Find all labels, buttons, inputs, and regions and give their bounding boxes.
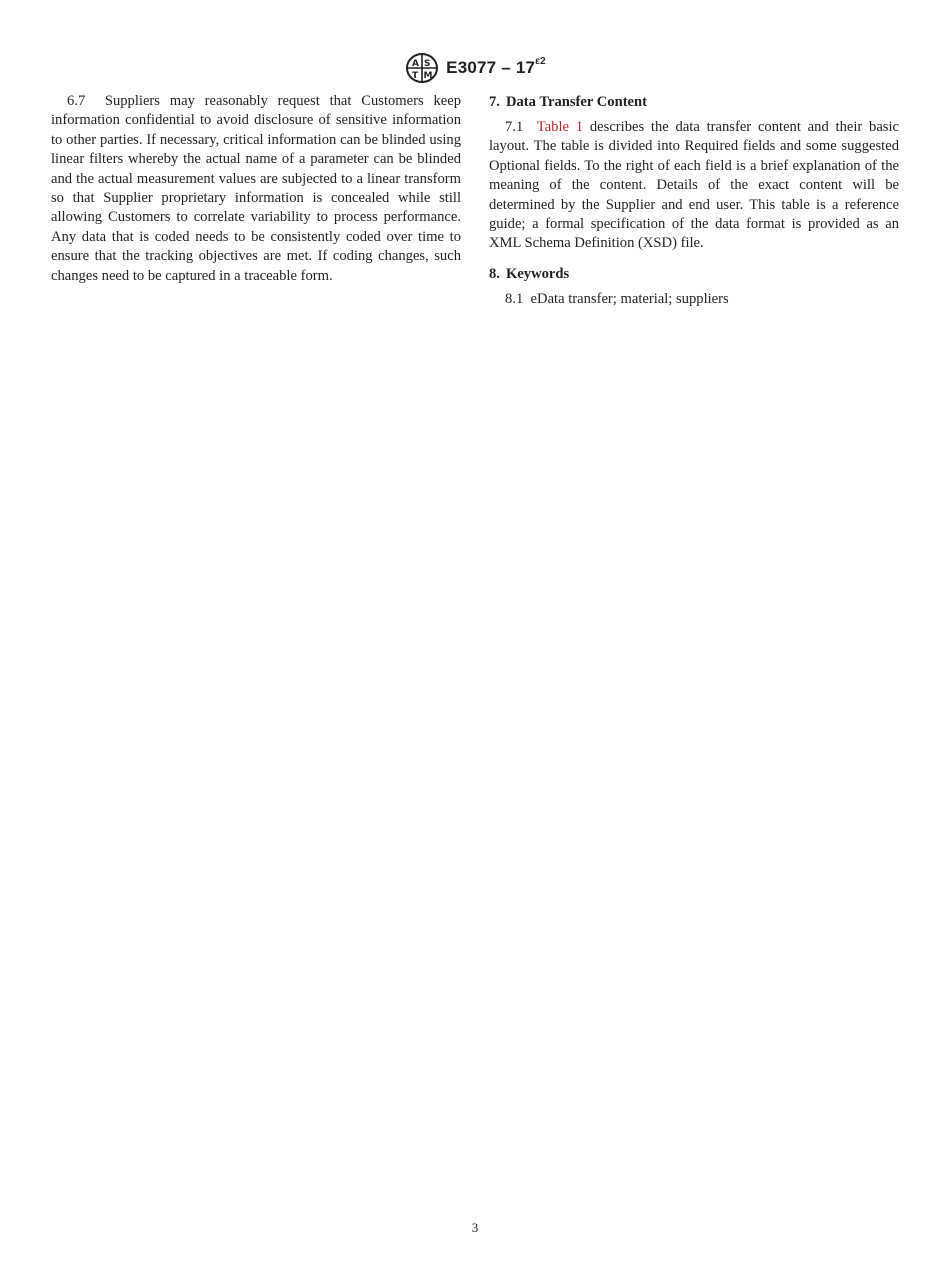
svg-text:M: M [423, 71, 433, 81]
section-7-heading [489, 92, 899, 112]
paragraph-text: eData transfer; material; suppliers [530, 290, 729, 307]
paragraph-text: describes the data transfer content and their basic layout. The table is divided into Required fields and some suggested Optional fields. To the right of each field is a brief explanation of the meaning of the content. Details of the exact content will be determined by the Supplier and end user. This table is a reference guide; a formal specification of the data format is provided as an XML Schema Definition (XSD) file. [489, 119, 900, 252]
section-title: Data Transfer Content [505, 94, 648, 110]
svg-text:T: T [412, 71, 419, 81]
svg-text:A: A [412, 59, 420, 69]
left-column [51, 92, 461, 286]
paragraph-number: 6.7 [67, 93, 86, 109]
paragraph-number: 7.1 [505, 119, 524, 135]
right-column [489, 92, 899, 309]
paragraph-7-1 [489, 118, 899, 254]
page-header [0, 52, 950, 84]
section-number: 8. [489, 265, 500, 282]
svg-text:S: S [424, 59, 431, 69]
table-1-link[interactable]: Table 1 [536, 119, 584, 135]
paragraph-8-1 [489, 290, 899, 309]
standard-designation: $E3077 - 17^{\varepsilon 2}$ [446, 56, 546, 77]
header-inner [404, 52, 546, 84]
paragraph-6-7 [51, 92, 461, 286]
paragraph-number: 8.1 [505, 290, 524, 307]
edition-superscript: ε2 [535, 56, 546, 68]
paragraph-text: Suppliers may reasonably request that Customers keep information confidential to avoid disclosure of sensitive information to other parties. If necessary, critical information can be blinded using linear filters whereby the actual name of a parameter can be blinded and the actual measurement values are subjected to a linear transform so that Supplier proprietary information is concealed while still allowing Customers to correlate variability to process performance. Any data that is coded needs to be consistently coded over time to ensure that the tracking objectives are met. If coding changes, such changes need to be captured in a traceable form. [51, 93, 462, 284]
astm-logo-icon [404, 52, 440, 84]
section-title: Keywords [505, 265, 570, 282]
section-number: 7. [489, 94, 500, 110]
section-8-heading [489, 264, 899, 284]
page-number: 3 [471, 1220, 479, 1235]
